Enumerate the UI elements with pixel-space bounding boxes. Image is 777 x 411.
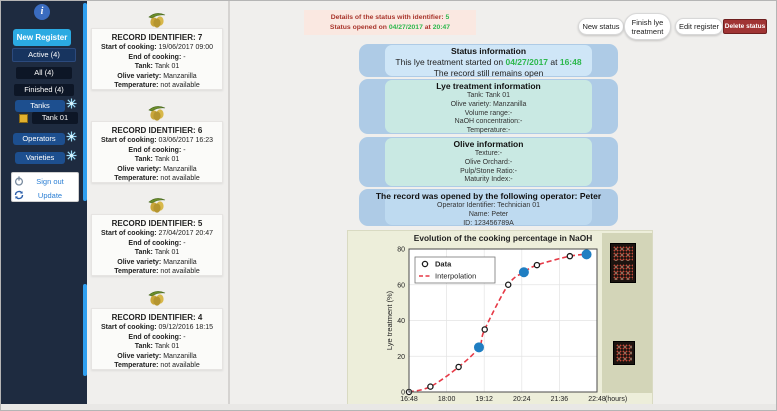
panel-line: Volume range:- — [464, 109, 513, 117]
panel-line: ID: 123456789A — [463, 219, 514, 227]
tanks-button[interactable]: Tanks — [15, 100, 65, 112]
field-value: not available — [160, 268, 200, 276]
panel-line: Olive variety: Manzanilla — [450, 100, 527, 108]
sparkle-icon — [66, 131, 77, 142]
field-value: Tank 01 — [154, 249, 180, 257]
field-value: Manzanilla — [163, 258, 197, 266]
svg-text:21:36: 21:36 — [550, 396, 569, 403]
cooking-percentage-chart — [348, 231, 654, 407]
field-value: Manzanilla — [163, 165, 197, 173]
status-started-line: This lye treatment started on 04/27/2017 at 16:48 — [395, 57, 582, 67]
field-value: - — [183, 239, 186, 247]
field-value: 03/06/2017 16:23 — [158, 137, 214, 144]
field-value: Manzanilla — [163, 352, 197, 360]
field-label: Temperature: — [114, 175, 159, 183]
field-label: Temperature: — [114, 268, 159, 276]
panel-title: Status information — [450, 46, 527, 56]
edit-register-button[interactable]: Edit register — [675, 18, 723, 35]
olives-icon — [146, 289, 168, 306]
svg-text:0: 0 — [401, 389, 405, 397]
field-label: End of cooking: — [128, 146, 182, 154]
svg-text:18:00: 18:00 — [437, 396, 456, 403]
field-label: Tank: — [134, 63, 153, 71]
field-label: End of cooking: — [128, 53, 182, 61]
panel-title: The record was opened by the following operator: Peter — [375, 191, 602, 201]
panel-line: NaOH concentration:- — [454, 118, 523, 126]
records-scrollbar[interactable] — [228, 1, 230, 404]
lye-treatment-panel — [359, 79, 618, 134]
opened-time: 20:47 — [432, 23, 451, 31]
power-icon — [14, 176, 24, 186]
record-title: RECORD IDENTIFIER: 4 — [111, 313, 203, 322]
update-button[interactable] — [14, 188, 76, 202]
svg-text:16:48: 16:48 — [400, 396, 418, 403]
field-value: - — [183, 333, 186, 341]
sidebar-item-tank01[interactable]: Tank 01 — [32, 112, 78, 124]
update-label: Update — [37, 190, 63, 200]
sign-out-button[interactable] — [14, 174, 76, 188]
panel-line: Texture:- — [474, 150, 503, 157]
status-header-line2: Status opened on 04/27/2017 at 20:47 — [329, 23, 451, 31]
new-status-button[interactable]: New status — [578, 18, 624, 35]
status-header — [304, 10, 476, 35]
field-label: End of cooking: — [128, 333, 182, 341]
olives-icon — [146, 11, 168, 28]
panel-title: Olive information — [453, 139, 524, 149]
panel-line: Operator Identifier: Technician 01 — [437, 202, 540, 209]
sidebar-scrollbar[interactable] — [83, 284, 87, 376]
field-label: Start of cooking: — [100, 324, 157, 331]
svg-text:Evolution of the cooking perce: Evolution of the cooking percentage in NaOH — [413, 233, 593, 243]
finish-lye-treatment-button[interactable]: Finish lye treatment — [624, 13, 671, 40]
panel-line: Olive Orchard:- — [464, 158, 513, 166]
operator-panel — [359, 189, 618, 226]
panel-line: Pulp/Stone Ratio:- — [460, 167, 517, 175]
panel-title: Lye treatment information — [436, 81, 541, 91]
field-value: not available — [160, 175, 200, 183]
field-value: Tank 01 — [154, 156, 180, 164]
field-label: Tank: — [134, 343, 153, 351]
svg-text:20: 20 — [397, 353, 405, 361]
delete-status-button[interactable]: Delete status — [723, 19, 767, 34]
status-header-line1: Details of the status with identifier: 5 — [330, 14, 450, 21]
varieties-button[interactable]: Varieties — [15, 152, 65, 164]
start-time: 16:48 — [559, 57, 582, 67]
operators-button[interactable]: Operators — [13, 133, 65, 145]
field-label: Tank: — [134, 249, 153, 257]
svg-text:Interpolation: Interpolation — [435, 271, 477, 281]
field-value: - — [183, 146, 186, 154]
record-title: RECORD IDENTIFIER: 7 — [111, 33, 203, 42]
record-title: RECORD IDENTIFIER: 6 — [111, 126, 203, 135]
field-value: Tank 01 — [154, 63, 180, 71]
field-value: not available — [160, 82, 200, 90]
field-label: Temperature: — [114, 82, 159, 90]
bottom-strip — [1, 404, 777, 411]
svg-text:Data: Data — [435, 259, 452, 269]
field-label: Start of cooking: — [100, 44, 157, 51]
field-label: Olive variety: — [117, 72, 162, 80]
field-label: Start of cooking: — [100, 230, 157, 237]
session-panel — [11, 172, 79, 202]
filter-all-button[interactable]: All (4) — [16, 67, 72, 79]
sparkle-icon — [66, 98, 77, 109]
svg-text:(hours): (hours) — [605, 396, 628, 403]
status-identifier: 5 — [445, 14, 450, 21]
panel-line: Name: Peter — [468, 210, 509, 218]
field-label: Start of cooking: — [100, 137, 157, 144]
info-icon[interactable]: i — [34, 4, 50, 20]
field-value: - — [183, 53, 186, 61]
svg-text:80: 80 — [397, 246, 405, 254]
field-label: Olive variety: — [117, 165, 162, 173]
olives-icon — [146, 196, 168, 213]
svg-text:Lye treatment (%): Lye treatment (%) — [385, 290, 394, 351]
panel-line: Tank: Tank 01 — [466, 92, 511, 99]
field-label: Temperature: — [114, 362, 159, 370]
record-card-6[interactable] — [91, 121, 223, 183]
svg-text:20:24: 20:24 — [513, 396, 531, 403]
field-label: Olive variety: — [117, 352, 162, 360]
field-value: 27/04/2017 20:47 — [158, 230, 214, 237]
field-value: not available — [160, 362, 200, 370]
svg-text:22:48: 22:48 — [588, 396, 606, 403]
record-card-7[interactable] — [91, 28, 223, 90]
field-value: 19/06/2017 09:00 — [158, 44, 214, 51]
sign-out-label: Sign out — [36, 176, 64, 186]
panel-line: Maturity Index:- — [464, 176, 513, 184]
field-label: End of cooking: — [128, 239, 182, 247]
new-register-button[interactable]: New Register — [13, 29, 71, 46]
svg-text:19:12: 19:12 — [475, 396, 493, 403]
field-value: Manzanilla — [163, 72, 197, 80]
svg-text:40: 40 — [397, 318, 405, 325]
cooking-chart-panel — [347, 230, 653, 406]
field-label: Olive variety: — [117, 258, 162, 266]
start-date: 04/27/2017 — [505, 57, 549, 67]
refresh-icon — [14, 190, 24, 200]
sidebar-scrollbar[interactable] — [83, 3, 87, 201]
svg-text:60: 60 — [397, 282, 405, 290]
panel-line: Temperature:- — [466, 127, 511, 135]
field-value: 09/12/2016 18:15 — [158, 324, 214, 331]
sparkle-icon — [66, 150, 77, 161]
status-information-panel — [359, 44, 618, 77]
olive-information-panel — [359, 137, 618, 187]
record-card-4[interactable] — [91, 308, 223, 370]
field-value: Tank 01 — [154, 343, 180, 351]
status-open-line: The record still remains open — [433, 68, 544, 78]
record-title: RECORD IDENTIFIER: 5 — [111, 219, 203, 228]
filter-finished-button[interactable]: Finished (4) — [14, 84, 74, 96]
tank-color-swatch — [19, 114, 28, 123]
olives-icon — [146, 104, 168, 121]
sidebar — [1, 1, 87, 404]
record-card-5[interactable] — [91, 214, 223, 276]
filter-active-button[interactable]: Active (4) — [12, 48, 76, 62]
opened-date: 04/27/2017 — [388, 23, 423, 31]
field-label: Tank: — [134, 156, 153, 164]
